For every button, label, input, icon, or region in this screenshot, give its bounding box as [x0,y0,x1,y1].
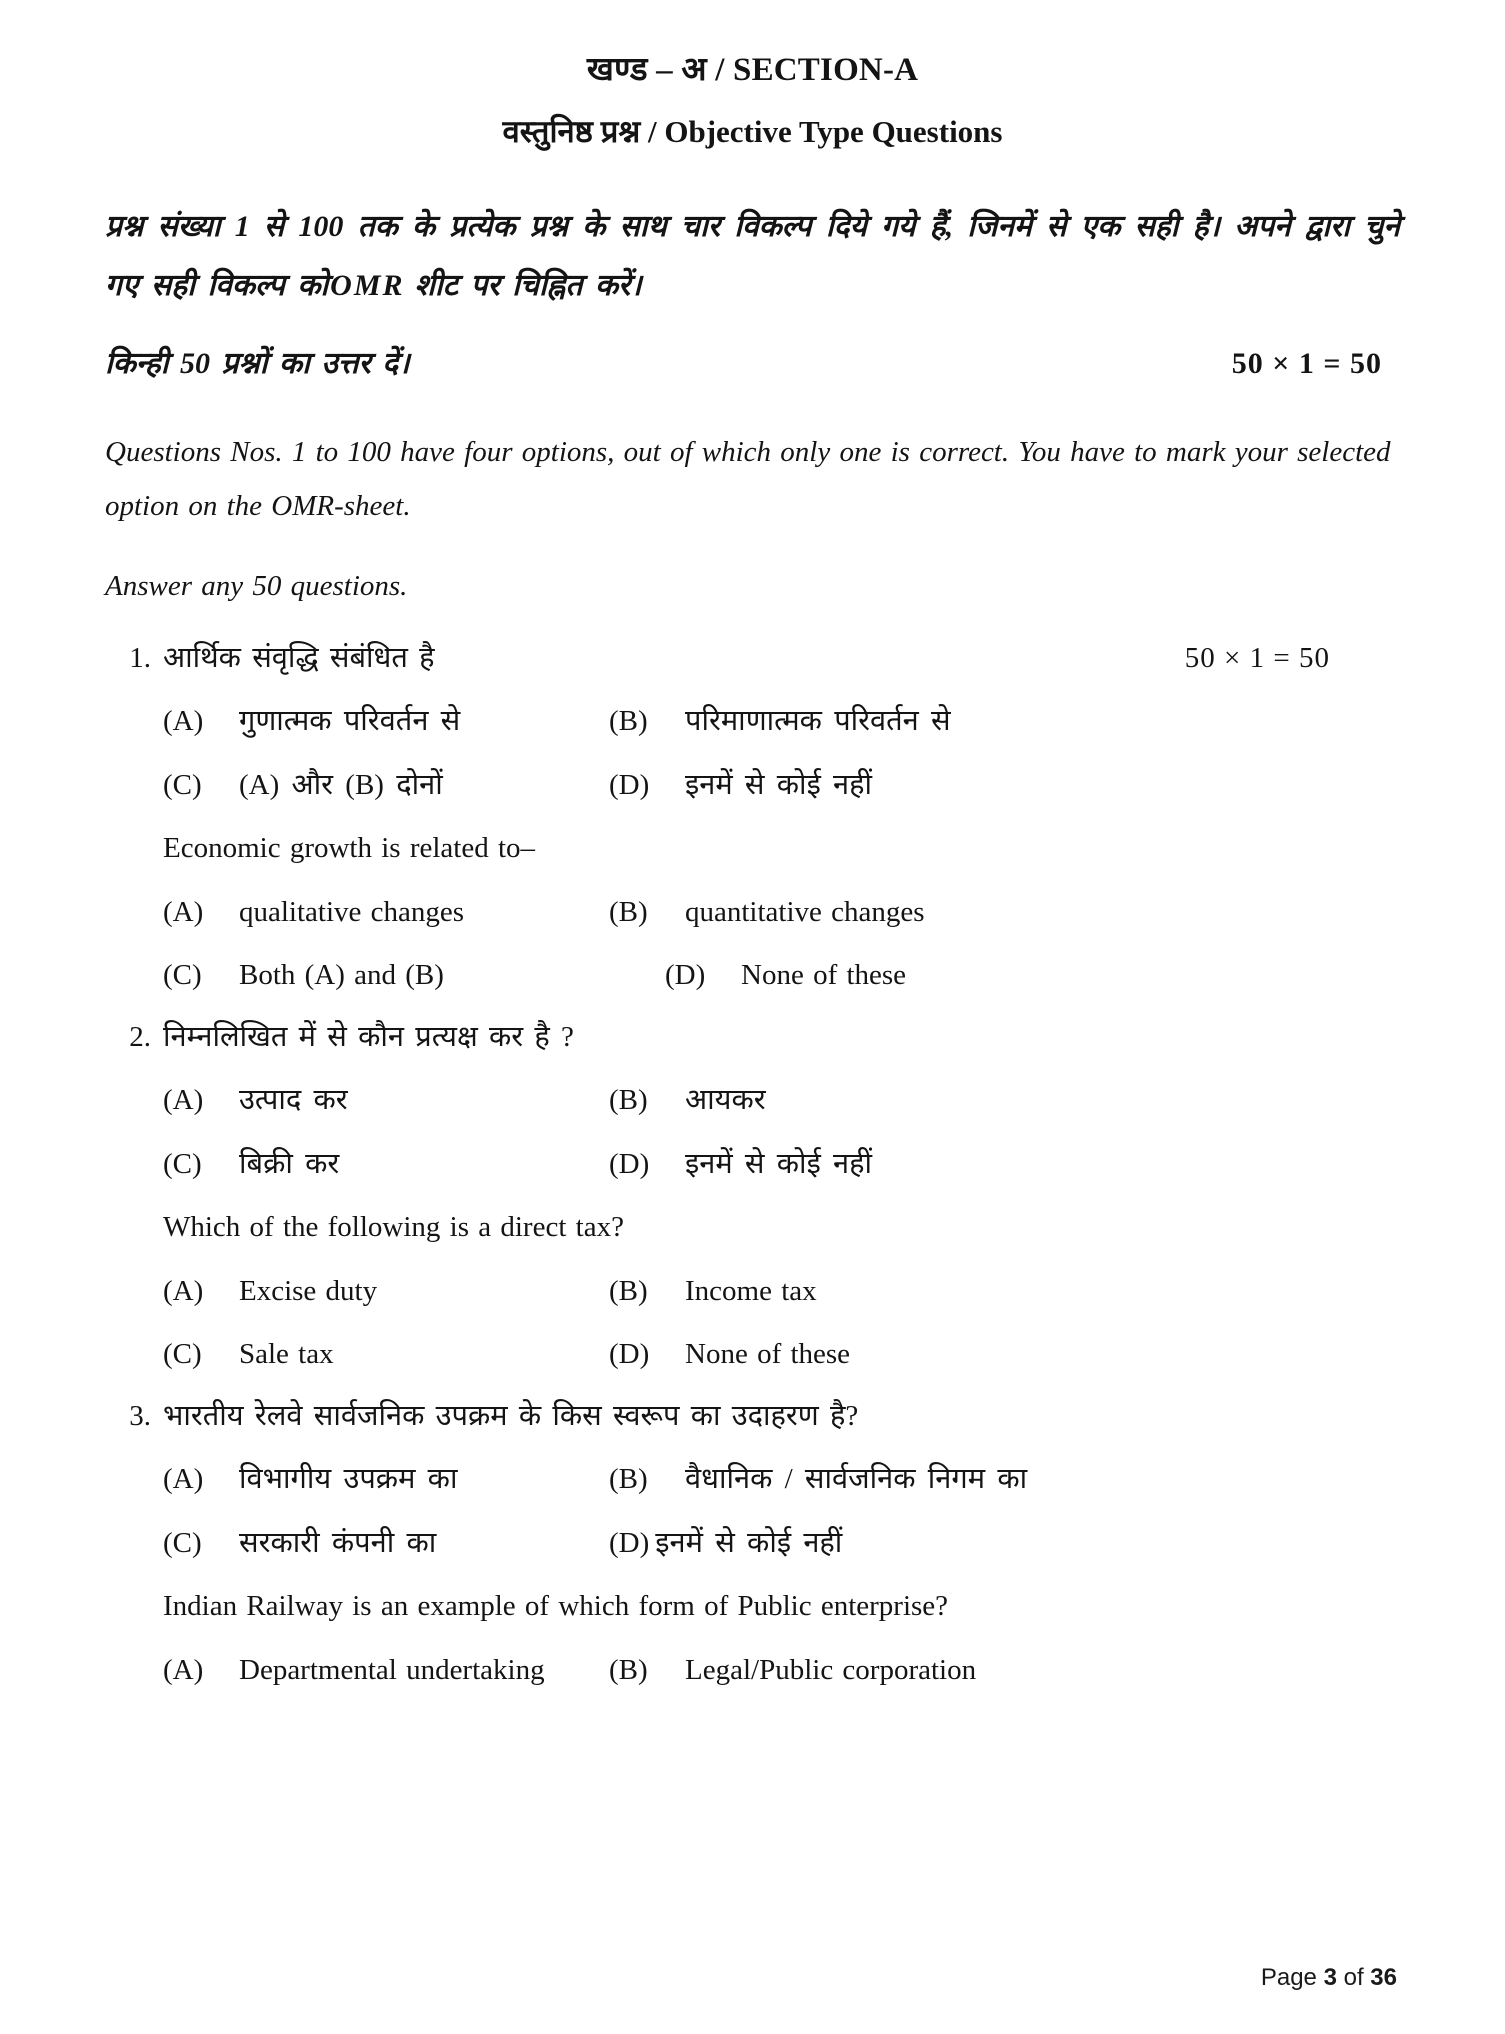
hindi-instructions [105,198,1400,315]
question-text-english: Indian Railway is an example of which form of Public enterprise? [163,1590,949,1623]
option-tag: (A) [163,1653,204,1686]
option-row [163,891,1400,935]
option-c[interactable] [163,1143,603,1187]
option-tag: (A) [163,1463,204,1496]
option-label: None of these [741,959,907,992]
option-tag: (D) [609,1147,650,1180]
option-a-english[interactable] [163,1270,603,1314]
option-c-english[interactable] [163,1333,603,1377]
option-label: None of these [685,1338,851,1371]
option-b-english[interactable] [603,1270,1400,1314]
option-tag: (C) [163,1338,202,1371]
option-label: उत्पाद कर [239,1084,348,1117]
option-tag: (C) [163,768,202,801]
option-label: Legal/Public corporation [685,1653,977,1686]
option-tag: (D) [609,768,650,801]
hindi-instruction-main: प्रश्न संख्या 1 से 100 तक के प्रत्येक प्रश्न के साथ चार विकल्प दिये गये हैं, जिनमें से एक सही है। अपने द्वारा चुने गए सही विकल्प को [105,210,1400,302]
hindi-answer-any-row [105,341,1400,382]
option-c-english[interactable] [163,954,603,998]
page-footer [1261,1964,1397,1992]
option-a[interactable] [163,700,603,744]
question-block [105,1395,1400,1693]
option-row [163,1143,1400,1187]
hindi-answer-any-label: किन्ही 50 प्रश्नों का उत्तर दें। [105,347,410,381]
question-block [105,637,1400,998]
question-text-hindi: भारतीय रेलवे सार्वजनिक उपक्रम के किस स्वरूप का उदाहरण है? [163,1399,859,1432]
question-number: 3. [129,1399,151,1432]
option-row [163,1333,1400,1377]
question-list [105,637,1400,1693]
option-tag: (D) [609,1338,650,1371]
question-stem-row [105,637,1400,681]
question-stem-row [105,1395,1400,1439]
option-d[interactable] [603,1143,1400,1187]
option-tag: (C) [163,959,202,992]
option-tag: (B) [609,705,648,738]
section-subtitle: वस्तुनिष्ठ प्रश्न / Objective Type Questions [502,113,1003,149]
option-a[interactable] [163,1458,603,1502]
hindi-total-marks: 50 × 1 = 50 [1231,347,1382,381]
option-tag: (B) [609,1274,648,1307]
option-b[interactable] [603,1079,1400,1123]
section-title: खण्ड – अ / SECTION-A [586,52,919,88]
question-number: 2. [129,1020,151,1053]
option-a[interactable] [163,1079,603,1123]
option-label: इनमें से कोई नहीं [685,1147,873,1180]
option-label: गुणात्मक परिवर्तन से [239,705,461,738]
option-label: (A) और (B) दोनों [239,768,443,801]
option-row [163,764,1400,808]
option-label: Both (A) and (B) [239,959,444,992]
option-tag: (B) [609,895,648,928]
option-label: परिमाणात्मक परिवर्तन से [685,705,951,738]
option-row [163,1649,1400,1693]
option-label: Sale tax [239,1338,334,1371]
question-block [105,1016,1400,1377]
option-row [163,1458,1400,1502]
option-b[interactable] [603,700,1400,744]
option-label: वैधानिक / सार्वजनिक निगम का [685,1463,1028,1496]
footer-page-number: 3 [1323,1964,1337,1991]
option-tag: (A) [163,1274,204,1307]
option-b-english[interactable] [603,891,1400,935]
question-marks: 50 × 1 = 50 [1184,641,1330,674]
option-tag: (A) [163,895,204,928]
hindi-instruction-omr: OMR [330,268,405,302]
option-row [163,700,1400,744]
option-row [163,1079,1400,1123]
option-label: Excise duty [239,1274,378,1307]
footer-page-suffix: of [1343,1964,1364,1991]
option-c[interactable] [163,1522,603,1566]
english-answer-any: Answer any 50 questions. [105,569,408,602]
option-tag: (B) [609,1463,648,1496]
option-c[interactable] [163,764,603,808]
question-stem-row [105,1016,1400,1060]
question-text-hindi: निम्नलिखित में से कौन प्रत्यक्ष कर है ? [163,1020,574,1053]
option-b[interactable] [603,1458,1400,1502]
option-tag: (C) [163,1147,202,1180]
footer-page-prefix: Page [1260,1964,1317,1991]
option-tag: (A) [163,705,204,738]
option-tag: (B) [609,1653,648,1686]
option-row [163,1270,1400,1314]
question-number: 1. [129,641,151,674]
option-label: बिक्री कर [239,1147,340,1180]
question-text-hindi: आर्थिक संवृद्धि संबंधित है [163,641,435,674]
option-label: इनमें से कोई नहीं [655,1526,843,1559]
option-row [163,1522,1400,1566]
option-label: Departmental undertaking [239,1653,545,1686]
option-label: विभागीय उपक्रम का [239,1463,458,1496]
option-tag: (D) [665,959,706,992]
question-text-english: Economic growth is related to– [163,832,536,865]
option-tag: (D) [609,1526,650,1559]
option-b-english[interactable] [603,1649,1400,1693]
option-label: इनमें से कोई नहीं [685,768,873,801]
question-stem-hindi [105,1395,858,1439]
english-instructions: Questions Nos. 1 to 100 have four options, out of which only one is correct. You have to mark your selected option on the OMR-sheet. [105,436,1391,523]
option-tag: (A) [163,1084,204,1117]
question-text-english: Which of the following is a direct tax? [163,1211,624,1244]
hindi-instruction-tail: शीट पर चिह्नित करें। [414,268,642,302]
question-stem-hindi [105,1016,574,1060]
option-d[interactable] [603,1522,1400,1566]
option-d-english[interactable] [603,954,1400,998]
option-label: quantitative changes [685,895,925,928]
option-d[interactable] [603,764,1400,808]
option-a-english[interactable] [163,1649,603,1693]
footer-page-total: 36 [1370,1964,1397,1991]
option-label: Income tax [685,1274,817,1307]
option-label: आयकर [685,1084,766,1117]
question-stem-hindi [105,637,435,681]
option-a-english[interactable] [163,891,603,935]
option-label: सरकारी कंपनी का [239,1526,437,1559]
option-d-english[interactable] [603,1333,1400,1377]
option-row [163,954,1400,998]
option-tag: (C) [163,1526,202,1559]
option-label: qualitative changes [239,895,465,928]
option-tag: (B) [609,1084,648,1117]
